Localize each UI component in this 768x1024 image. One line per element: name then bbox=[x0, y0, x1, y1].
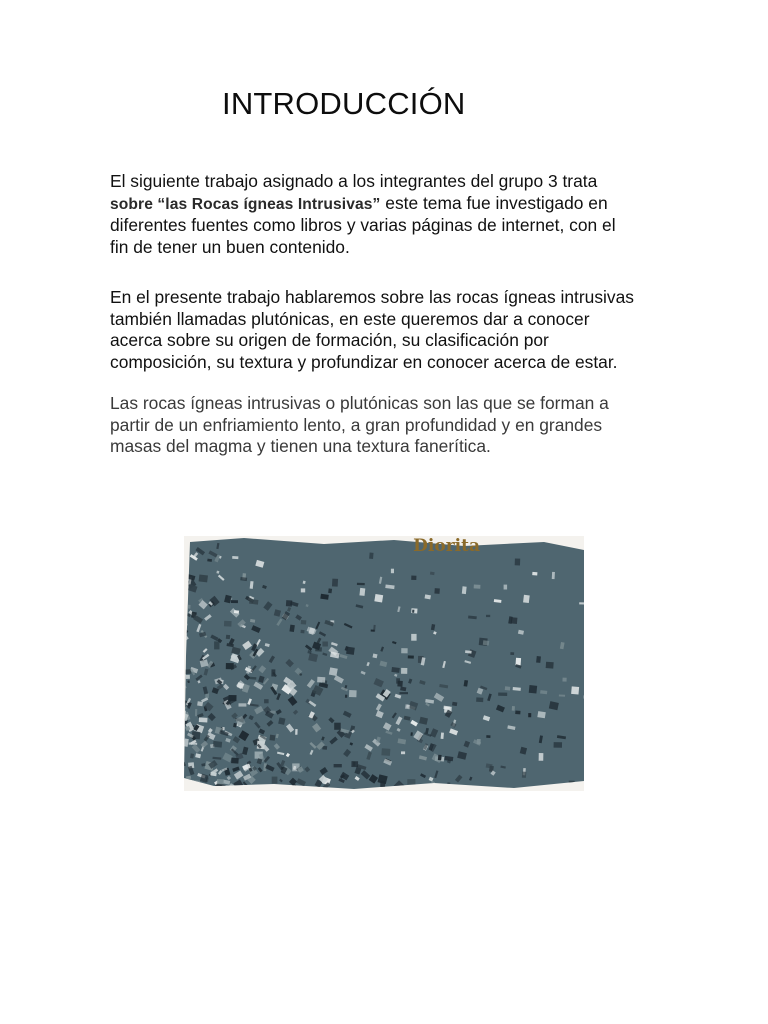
rock-grain bbox=[380, 781, 385, 788]
rock-grain bbox=[307, 790, 314, 791]
rock-grain bbox=[222, 727, 224, 730]
rock-grain bbox=[195, 709, 197, 716]
rock-grain bbox=[192, 780, 200, 787]
rock-grain bbox=[411, 576, 416, 580]
rock-grain bbox=[410, 732, 412, 736]
rock-grain bbox=[546, 662, 554, 669]
paragraph-line: fin de tener un buen contenido. bbox=[110, 237, 350, 258]
rock-grain bbox=[571, 686, 579, 694]
rock-grain bbox=[302, 788, 309, 791]
rock-grain bbox=[430, 572, 435, 575]
paragraph-text: este tema fue investigado en bbox=[380, 192, 608, 213]
rock-grain bbox=[579, 602, 584, 604]
diorite-rock-image bbox=[184, 536, 584, 791]
rock-grain bbox=[184, 601, 185, 606]
rock-grain bbox=[349, 690, 357, 697]
rock-grain bbox=[515, 558, 521, 565]
rock-grain bbox=[371, 788, 379, 791]
rock-grain bbox=[271, 669, 275, 676]
rock-grain bbox=[401, 668, 407, 674]
figure-caption: Diorita bbox=[413, 536, 480, 556]
rock-grain bbox=[554, 742, 562, 748]
rock-grain bbox=[401, 648, 407, 653]
rock-grain bbox=[217, 779, 224, 784]
rock-grain bbox=[462, 586, 467, 594]
page-title: INTRODUCCIÓN bbox=[222, 86, 466, 121]
rock-grain bbox=[562, 678, 566, 682]
rock-grain bbox=[560, 785, 567, 787]
rock-grain bbox=[438, 755, 442, 761]
paragraph-line: diferentes fuentes como libros y varias páginas de internet, con el bbox=[110, 215, 616, 236]
rock-grain bbox=[371, 630, 375, 632]
rock-illustration bbox=[184, 536, 584, 791]
rock-grain bbox=[231, 758, 239, 764]
rock-grain bbox=[483, 640, 490, 645]
rock-grain bbox=[569, 781, 575, 783]
rock-grain bbox=[584, 695, 585, 698]
rock-grain bbox=[189, 742, 198, 744]
rock-grain bbox=[301, 620, 307, 625]
rock-grain bbox=[322, 642, 328, 647]
rock-grain bbox=[234, 610, 239, 614]
rock-grain bbox=[381, 748, 390, 756]
rock-grain bbox=[391, 667, 399, 673]
topic-highlight: sobre “las Rocas ígneas Intrusivas” bbox=[110, 195, 381, 213]
rock-grain bbox=[369, 553, 373, 559]
rock-grain bbox=[411, 634, 416, 641]
rock-grain bbox=[329, 667, 338, 676]
rock-grain bbox=[354, 789, 360, 791]
rock-grain bbox=[226, 635, 230, 639]
rock-grain bbox=[184, 579, 185, 586]
rock-grain bbox=[213, 741, 222, 748]
rock-grain bbox=[396, 678, 400, 683]
intro-paragraph-1 bbox=[110, 171, 670, 259]
rock-grain bbox=[224, 621, 232, 627]
rock-grain bbox=[272, 777, 278, 784]
rock-grain bbox=[359, 588, 365, 596]
rock-grain bbox=[328, 588, 332, 593]
rock-grain bbox=[357, 790, 362, 791]
rock-grain bbox=[498, 693, 507, 696]
rock-grain bbox=[391, 569, 394, 574]
paragraph-line: El siguiente trabajo asignado a los integrantes del grupo 3 trata bbox=[110, 171, 598, 191]
intro-paragraph-3 bbox=[110, 393, 670, 458]
rock-grain bbox=[265, 790, 273, 791]
rock-grain bbox=[411, 608, 417, 613]
rock-grain bbox=[403, 790, 410, 791]
rock-grain bbox=[278, 717, 285, 725]
paragraph-line bbox=[110, 193, 670, 216]
rock-grain bbox=[357, 583, 365, 585]
rock-grain bbox=[537, 711, 545, 718]
rock-grain bbox=[215, 787, 223, 791]
rock-grain bbox=[510, 652, 514, 655]
rock-grain bbox=[301, 588, 305, 592]
rock-grain bbox=[559, 694, 565, 696]
rock-grain bbox=[199, 717, 208, 722]
rock-grain bbox=[474, 585, 481, 589]
rock-grain bbox=[552, 572, 555, 579]
rock-grain bbox=[532, 572, 537, 576]
rock-grain bbox=[232, 556, 238, 559]
rock-grain bbox=[400, 692, 409, 694]
rock-grain bbox=[185, 669, 192, 674]
paragraph-line: también llamadas plutónicas, en este queremos dar a conocer bbox=[110, 308, 590, 329]
paragraph-line: partir de un enfriamiento lento, a gran profundidad y en grandes bbox=[110, 414, 603, 435]
paragraph-line: acerca sobre su origen de formación, su clasificación por bbox=[110, 330, 549, 351]
rock-grain bbox=[539, 753, 544, 761]
rock-grain bbox=[386, 788, 395, 791]
rock-grain bbox=[467, 785, 474, 791]
rock-grain bbox=[374, 594, 383, 603]
rock-grain bbox=[434, 588, 439, 594]
rock-grain bbox=[512, 706, 515, 711]
rock-grain bbox=[190, 789, 199, 791]
rock-grain bbox=[523, 595, 530, 603]
rock-grain bbox=[231, 600, 238, 603]
rock-grain bbox=[536, 656, 541, 663]
rock-grain bbox=[351, 761, 358, 767]
rock-grain bbox=[412, 610, 414, 613]
rock-grain bbox=[401, 751, 405, 754]
rock-grain bbox=[332, 579, 338, 587]
rock-grain bbox=[184, 543, 188, 552]
rock-grain bbox=[187, 605, 191, 609]
rock-grain bbox=[476, 697, 483, 702]
intro-paragraph-2 bbox=[110, 287, 670, 374]
rock-grain bbox=[529, 685, 537, 693]
rock-grain bbox=[334, 764, 342, 767]
rock-grain bbox=[522, 771, 527, 777]
rock-grain bbox=[297, 790, 303, 791]
rock-grain bbox=[441, 732, 444, 739]
rock-grain bbox=[407, 779, 415, 785]
rock-grain bbox=[486, 735, 490, 738]
rock-grain bbox=[239, 703, 247, 706]
rock-grain bbox=[301, 785, 309, 791]
rock-grain bbox=[447, 782, 450, 787]
rock-grain bbox=[214, 641, 219, 649]
rock-grain bbox=[452, 702, 457, 706]
rock-grain bbox=[405, 704, 410, 709]
paragraph-line: Las rocas ígneas intrusivas o plutónicas son las que se forman a bbox=[110, 393, 609, 413]
paragraph-line: En el presente trabajo hablaremos sobre las rocas ígneas intrusivas bbox=[110, 287, 634, 307]
rock-grain bbox=[515, 711, 520, 715]
rock-grain bbox=[249, 599, 258, 605]
rock-grain bbox=[486, 615, 490, 617]
rock-grain bbox=[184, 680, 185, 690]
rock-grain bbox=[208, 789, 213, 791]
rock-grain bbox=[374, 790, 380, 791]
rock-grain bbox=[528, 713, 531, 717]
rock-grain bbox=[289, 625, 294, 632]
rock-grain bbox=[437, 790, 446, 791]
rock-grain bbox=[226, 663, 234, 669]
rock-grain bbox=[505, 686, 511, 690]
rock-grain bbox=[269, 735, 275, 741]
rock-grain bbox=[504, 585, 508, 590]
paragraph-line: masas del magma y tienen una textura fanerítica. bbox=[110, 436, 491, 457]
rock-grain bbox=[408, 655, 414, 658]
rock-grain bbox=[334, 723, 341, 730]
rock-grain bbox=[345, 695, 347, 698]
rock-grain bbox=[186, 675, 190, 679]
rock-grain bbox=[228, 695, 236, 701]
paragraph-line: composición, su textura y profundizar en conocer acerca de estar. bbox=[110, 352, 618, 373]
rock-grain bbox=[317, 677, 325, 683]
rock-grain bbox=[199, 574, 208, 582]
rock-grain bbox=[184, 625, 185, 629]
rock-grain bbox=[300, 630, 304, 634]
rock-grain bbox=[264, 699, 269, 703]
rock-grain bbox=[295, 729, 297, 735]
rock-grain bbox=[184, 583, 185, 590]
rock-grain bbox=[245, 787, 253, 791]
